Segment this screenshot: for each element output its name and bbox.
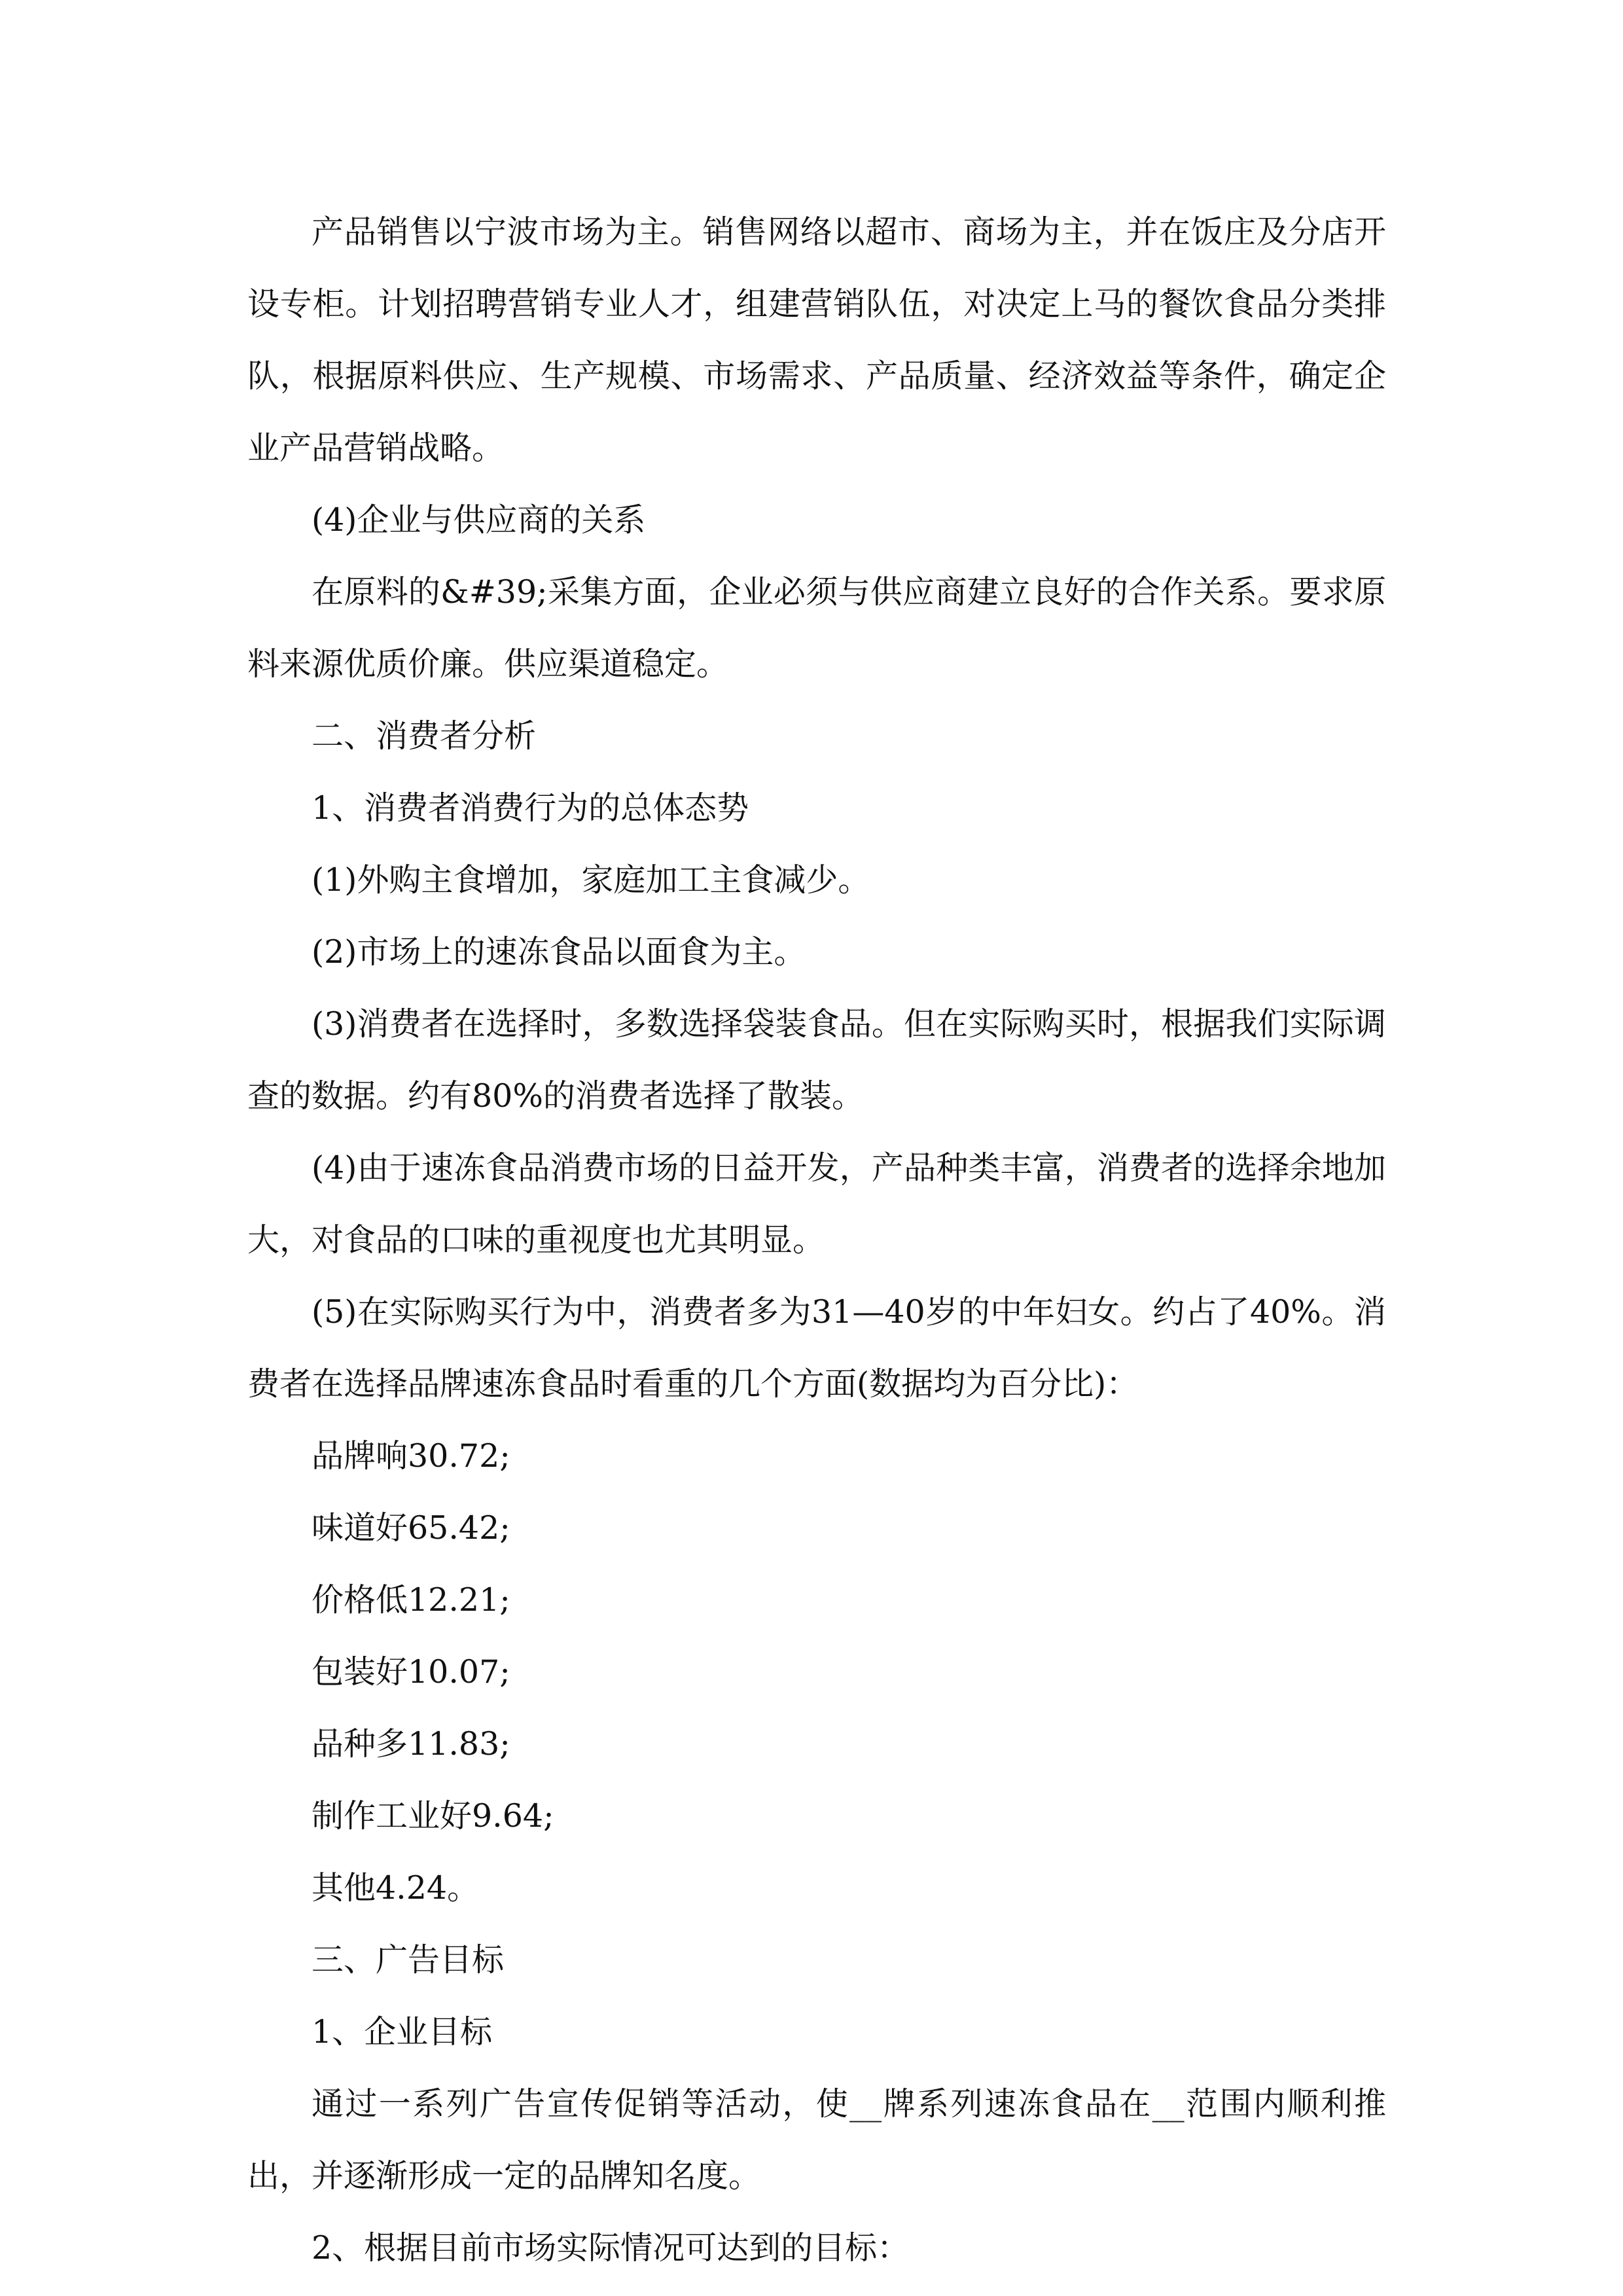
paragraph-sales-network: 产品销售以宁波市场为主。销售网络以超市、商场为主，并在饭庄及分店开设专柜。计划招聘营销专业人才，组建营销队伍，对决定上马的餐饮食品分类排队，根据原料供应、生产规模、市场需求、产品质量、经济效益等条件，确定企业产品营销战略。 <box>247 213 1386 467</box>
list-item-5: (5)在实际购买行为中，消费者多为31—40岁的中年妇女。约占了40%。消费者在选择品牌速冻食品时看重的几个方面(数据均为百分比)： <box>247 1293 1386 1403</box>
stat-packaging: 包装好10.07; <box>312 1653 510 1691</box>
document-body <box>247 196 1386 2284</box>
subheading-consumer-behavior: 1、消费者消费行为的总体态势 <box>312 789 749 827</box>
section-heading-consumer-analysis: 二、消费者分析 <box>312 717 537 755</box>
section-heading-ad-goals: 三、广告目标 <box>312 1941 505 1979</box>
stat-other: 其他4.24。 <box>312 1869 480 1907</box>
subheading-company-goal: 1、企业目标 <box>312 2013 493 2051</box>
paragraph-raw-materials: 在原料的&#39;采集方面，企业必须与供应商建立良好的合作关系。要求原料来源优质价廉。供应渠道稳定。 <box>247 573 1386 683</box>
stat-variety: 品种多11.83; <box>312 1725 510 1763</box>
stat-taste: 味道好65.42; <box>312 1509 510 1547</box>
list-item-4: (4)由于速冻食品消费市场的日益开发，产品种类丰富，消费者的选择余地加大，对食品的口味的重视度也尤其明显。 <box>247 1149 1386 1259</box>
subheading-market-goal: 2、根据目前市场实际情况可达到的目标： <box>312 2229 910 2267</box>
heading-supplier-relation: (4)企业与供应商的关系 <box>312 501 646 539</box>
list-item-1: (1)外购主食增加，家庭加工主食减少。 <box>312 861 870 899</box>
list-item-3: (3)消费者在选择时，多数选择袋装食品。但在实际购买时，根据我们实际调查的数据。约有80%的消费者选择了散装。 <box>247 1005 1386 1115</box>
stat-craft: 制作工业好9.64; <box>312 1797 554 1835</box>
stat-brand: 品牌响30.72; <box>312 1437 510 1475</box>
paragraph-company-goal: 通过一系列广告宣传促销等活动，使__牌系列速冻食品在__范围内顺利推出，并逐渐形成一定的品牌知名度。 <box>247 2085 1386 2195</box>
list-item-2: (2)市场上的速冻食品以面食为主。 <box>312 933 806 971</box>
stat-price: 价格低12.21; <box>312 1581 510 1619</box>
